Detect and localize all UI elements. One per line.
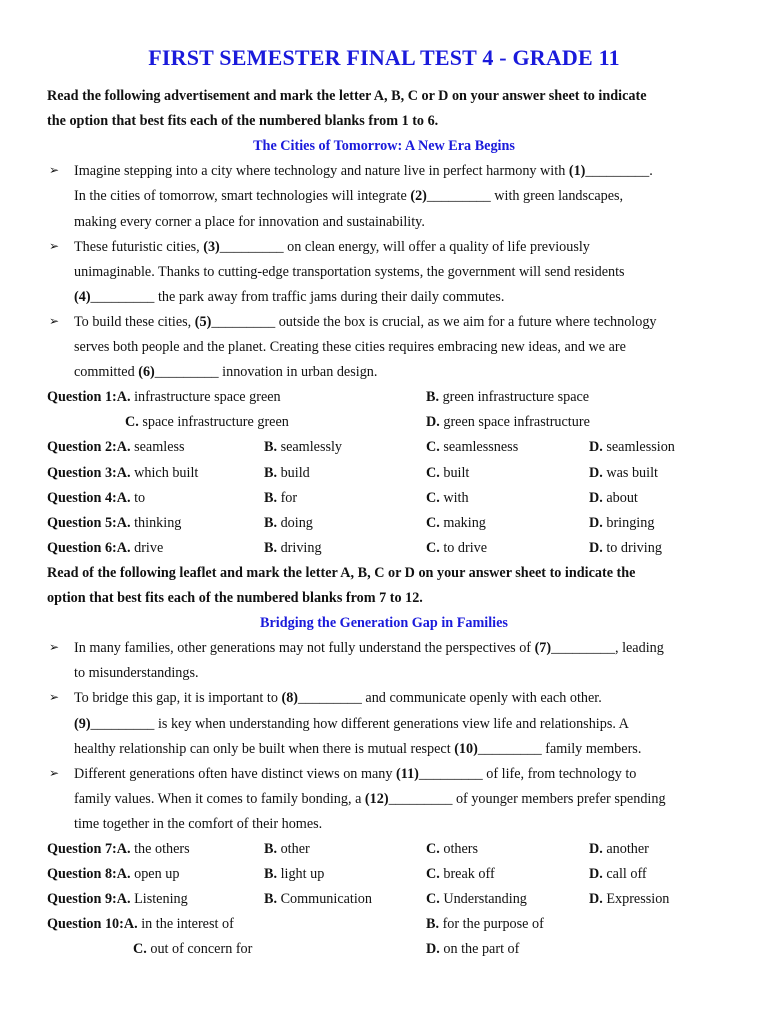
option-text: for [277, 489, 298, 506]
part1-instruction-line: Read the following advertisement and mark the letter A, B, C or D on your answer sheet to indicate [47, 88, 647, 104]
option-letter: A. [123, 916, 138, 933]
option-text: driving [277, 539, 322, 556]
option-letter: C. [426, 489, 440, 506]
blank-line: _________ of younger members prefer spending [388, 790, 666, 807]
passage-text: These futuristic cities, [74, 238, 204, 255]
question-option [426, 940, 519, 958]
option-text: space infrastructure green [138, 414, 289, 431]
option-text: drive [130, 539, 164, 556]
question-label: Question 10: [47, 916, 124, 933]
question-label: Question 3: [47, 464, 117, 481]
option-text: break off [439, 866, 495, 883]
option-text: light up [277, 866, 325, 883]
option-letter: D. [589, 891, 603, 908]
question-option [426, 865, 495, 883]
question-option [47, 438, 185, 456]
question-option [47, 890, 188, 908]
question-option [125, 413, 289, 431]
question-option [264, 890, 372, 908]
blank-line: _________ and communicate openly with each other. [298, 690, 602, 707]
option-letter: A. [116, 439, 131, 456]
option-letter: B. [264, 439, 278, 456]
blank-line: _________. [585, 163, 653, 180]
question-option [264, 514, 313, 532]
option-letter: D. [589, 866, 603, 883]
question-option [589, 865, 647, 883]
question-label: Question 5: [47, 514, 117, 531]
question-option [264, 438, 342, 456]
bullet-arrow-icon: ➢ [49, 313, 60, 328]
blank-number: (1) [568, 163, 586, 180]
bullet-arrow-icon: ➢ [49, 640, 60, 655]
option-text: making [439, 514, 486, 531]
page-title: FIRST SEMESTER FINAL TEST 4 - GRADE 11 [148, 45, 620, 70]
part2-instruction-line: Read of the following leaflet and mark the letter A, B, C or D on your answer sheet to indicate the [47, 564, 636, 581]
option-letter: D. [426, 941, 440, 958]
option-letter: C. [426, 841, 440, 857]
passage-text: making every corner a place for innovation and sustainability. [74, 213, 425, 230]
option-letter: C. [426, 539, 440, 556]
option-letter: A. [116, 866, 131, 883]
option-text: Expression [602, 891, 670, 908]
option-text: for the purpose of [439, 916, 544, 933]
question-label: Question 2: [47, 439, 117, 456]
question-label: Question 6: [47, 539, 117, 556]
blank-line: _________ with green landscapes, [426, 188, 624, 205]
option-letter: A. [116, 891, 131, 908]
bullet-arrow-icon: ➢ [49, 765, 60, 780]
passage-text: Imagine stepping into a city where technology and nature live in perfect harmony with [74, 163, 569, 180]
blank-line: _________ innovation in urban design. [154, 364, 378, 381]
question-option [589, 840, 649, 858]
option-text: Listening [130, 891, 188, 908]
question-option [47, 539, 163, 557]
question-label: Question 8: [47, 866, 117, 883]
blank-number: (2) [410, 188, 427, 205]
option-letter: B. [264, 866, 278, 883]
question-option [426, 514, 486, 532]
part2-passage-line [74, 790, 666, 808]
part1-passage-line [74, 238, 590, 256]
question-option [47, 915, 234, 933]
option-text: infrastructure space green [130, 389, 281, 406]
option-letter: B. [264, 514, 278, 531]
blank-line: _________ the park away from traffic jams during their daily commutes. [90, 288, 505, 305]
question-option [264, 865, 324, 883]
option-letter: B. [426, 916, 440, 933]
passage-text: To bridge this gap, it is important to [74, 690, 282, 707]
option-letter: D. [589, 539, 603, 556]
option-text: to drive [439, 539, 488, 556]
passage-text: Different generations often have distinct views on many [74, 765, 397, 782]
blank-number: (12) [364, 790, 389, 807]
option-letter: B. [264, 841, 278, 857]
question-option [133, 940, 252, 958]
option-letter: B. [264, 464, 278, 481]
question-label: Question 7: [47, 841, 117, 857]
question-option [47, 388, 281, 406]
option-letter: D. [589, 841, 603, 857]
passage-text: to misunderstandings. [74, 665, 199, 682]
blank-number: (5) [194, 313, 212, 330]
question-option [264, 539, 322, 557]
option-letter: B. [264, 489, 278, 506]
question-option [426, 413, 590, 431]
question-option [426, 915, 544, 933]
option-text: green infrastructure space [439, 389, 590, 406]
blank-line: _________, leading [551, 640, 664, 657]
option-letter: C. [426, 866, 440, 883]
part1-passage-line [74, 162, 653, 180]
question-option [47, 464, 198, 482]
part2-passage-line [74, 639, 664, 657]
question-option [264, 464, 310, 482]
question-label: Question 9: [47, 891, 117, 908]
blank-line: _________ family members. [477, 740, 642, 757]
question-label: Question 4: [47, 489, 117, 506]
passage-text: time together in the comfort of their homes. [74, 815, 323, 832]
option-letter: D. [589, 514, 603, 531]
blank-number: (8) [281, 690, 299, 707]
question-option [47, 865, 179, 883]
option-letter: D. [589, 489, 603, 506]
passage-text: serves both people and the planet. Creating these cities requires embracing new ideas, and we are [74, 339, 626, 355]
option-letter: B. [426, 389, 440, 406]
question-option [426, 539, 487, 557]
blank-number: (6) [138, 364, 155, 381]
option-letter: C. [133, 941, 147, 958]
question-option [426, 840, 478, 858]
option-letter: A. [116, 489, 131, 506]
part2-instruction-line: option that best fits each of the numbered blanks from 7 to 12. [47, 590, 423, 606]
option-text: thinking [130, 514, 182, 531]
passage-text: In the cities of tomorrow, smart technologies will integrate [74, 188, 411, 205]
option-text: was built [602, 464, 658, 481]
part2-passage-line [74, 689, 602, 707]
question-option [589, 464, 658, 482]
part1-passage-line [74, 338, 626, 356]
option-text: other [277, 841, 310, 857]
option-letter: D. [589, 439, 603, 456]
option-text: on the part of [439, 941, 520, 958]
part1-passage-line [74, 363, 377, 381]
option-text: doing [277, 514, 313, 531]
option-text: green space infrastructure [439, 414, 590, 431]
blank-number: (3) [203, 238, 220, 255]
part1-passage-line [74, 263, 625, 281]
option-letter: A. [116, 464, 131, 481]
option-text: Understanding [439, 891, 527, 908]
passage-text: family values. When it comes to family bonding, a [74, 790, 365, 807]
question-option [47, 489, 145, 507]
blank-line: _________ is key when understanding how different generations view life and relationships. A [90, 715, 629, 732]
blank-line: _________ outside the box is crucial, as we aim for a future where technology [211, 313, 657, 330]
option-letter: B. [264, 539, 278, 556]
part2-passage-line [74, 740, 641, 758]
option-text: build [277, 464, 310, 481]
part1-heading: The Cities of Tomorrow: A New Era Begins [253, 138, 515, 155]
option-letter: A. [116, 389, 131, 406]
option-text: seamlession [602, 439, 675, 456]
blank-number: (9) [74, 715, 91, 732]
option-text: call off [602, 866, 647, 883]
passage-text: committed [74, 364, 139, 381]
question-option [589, 438, 675, 456]
question-option [47, 514, 181, 532]
option-letter: C. [426, 464, 440, 481]
option-text: which built [130, 464, 199, 481]
option-letter: C. [125, 414, 139, 431]
question-option [426, 489, 469, 507]
passage-text: unimaginable. Thanks to cutting-edge transportation systems, the government will send residents [74, 263, 625, 280]
option-text: seamlessly [277, 439, 343, 456]
part2-heading: Bridging the Generation Gap in Families [260, 615, 508, 632]
part2-passage-line [74, 765, 636, 783]
option-text: the others [130, 841, 190, 857]
bullet-arrow-icon: ➢ [49, 238, 60, 253]
option-text: about [602, 489, 638, 506]
bullet-arrow-icon: ➢ [49, 690, 60, 705]
question-option [589, 514, 654, 532]
option-text: built [439, 464, 470, 481]
blank-number: (7) [534, 640, 552, 657]
part1-instruction-line: the option that best fits each of the numbered blanks from 1 to 6. [47, 113, 439, 130]
option-text: others [439, 841, 479, 857]
question-option [589, 539, 662, 557]
option-text: out of concern for [146, 941, 253, 958]
option-letter: A. [116, 514, 131, 531]
option-text: to [130, 489, 146, 506]
part2-passage-line [74, 815, 322, 833]
option-text: to driving [602, 539, 662, 556]
blank-line: _________ on clean energy, will offer a quality of life previously [219, 238, 590, 255]
option-letter: C. [426, 439, 440, 456]
blank-line: _________ of life, from technology to [418, 765, 637, 782]
option-text: seamlessness [439, 439, 519, 456]
option-letter: A. [116, 539, 131, 556]
question-option [426, 890, 527, 908]
option-text: with [439, 489, 469, 506]
question-option [589, 489, 638, 507]
bullet-arrow-icon: ➢ [49, 163, 60, 178]
option-text: Communication [277, 891, 372, 908]
option-letter: A. [116, 841, 131, 857]
part1-passage-line [74, 313, 657, 331]
option-letter: B. [264, 891, 278, 908]
option-text: bringing [602, 514, 655, 531]
blank-number: (11) [396, 765, 419, 782]
question-option [426, 438, 518, 456]
option-text: seamless [130, 439, 185, 456]
question-option [264, 840, 310, 858]
question-option [426, 464, 469, 482]
option-text: open up [130, 866, 180, 883]
blank-number: (4) [74, 288, 91, 305]
part2-passage-line [74, 664, 199, 682]
question-option [426, 388, 589, 406]
part1-passage-line [74, 213, 425, 231]
question-option [264, 489, 297, 507]
option-letter: D. [589, 464, 603, 481]
question-option [589, 890, 669, 908]
passage-text: healthy relationship can only be built when there is mutual respect [74, 740, 455, 757]
option-letter: D. [426, 414, 440, 431]
part1-passage-line [74, 288, 504, 306]
question-label: Question 1: [47, 389, 117, 406]
passage-text: In many families, other generations may not fully understand the perspectives of [74, 640, 535, 657]
passage-text: To build these cities, [74, 313, 195, 330]
part2-passage-line [74, 715, 629, 733]
option-letter: C. [426, 514, 440, 531]
blank-number: (10) [454, 740, 478, 757]
option-text: in the interest of [137, 916, 234, 933]
part1-passage-line [74, 187, 623, 205]
option-letter: C. [426, 891, 440, 908]
option-text: another [602, 841, 649, 857]
question-option [47, 840, 190, 858]
